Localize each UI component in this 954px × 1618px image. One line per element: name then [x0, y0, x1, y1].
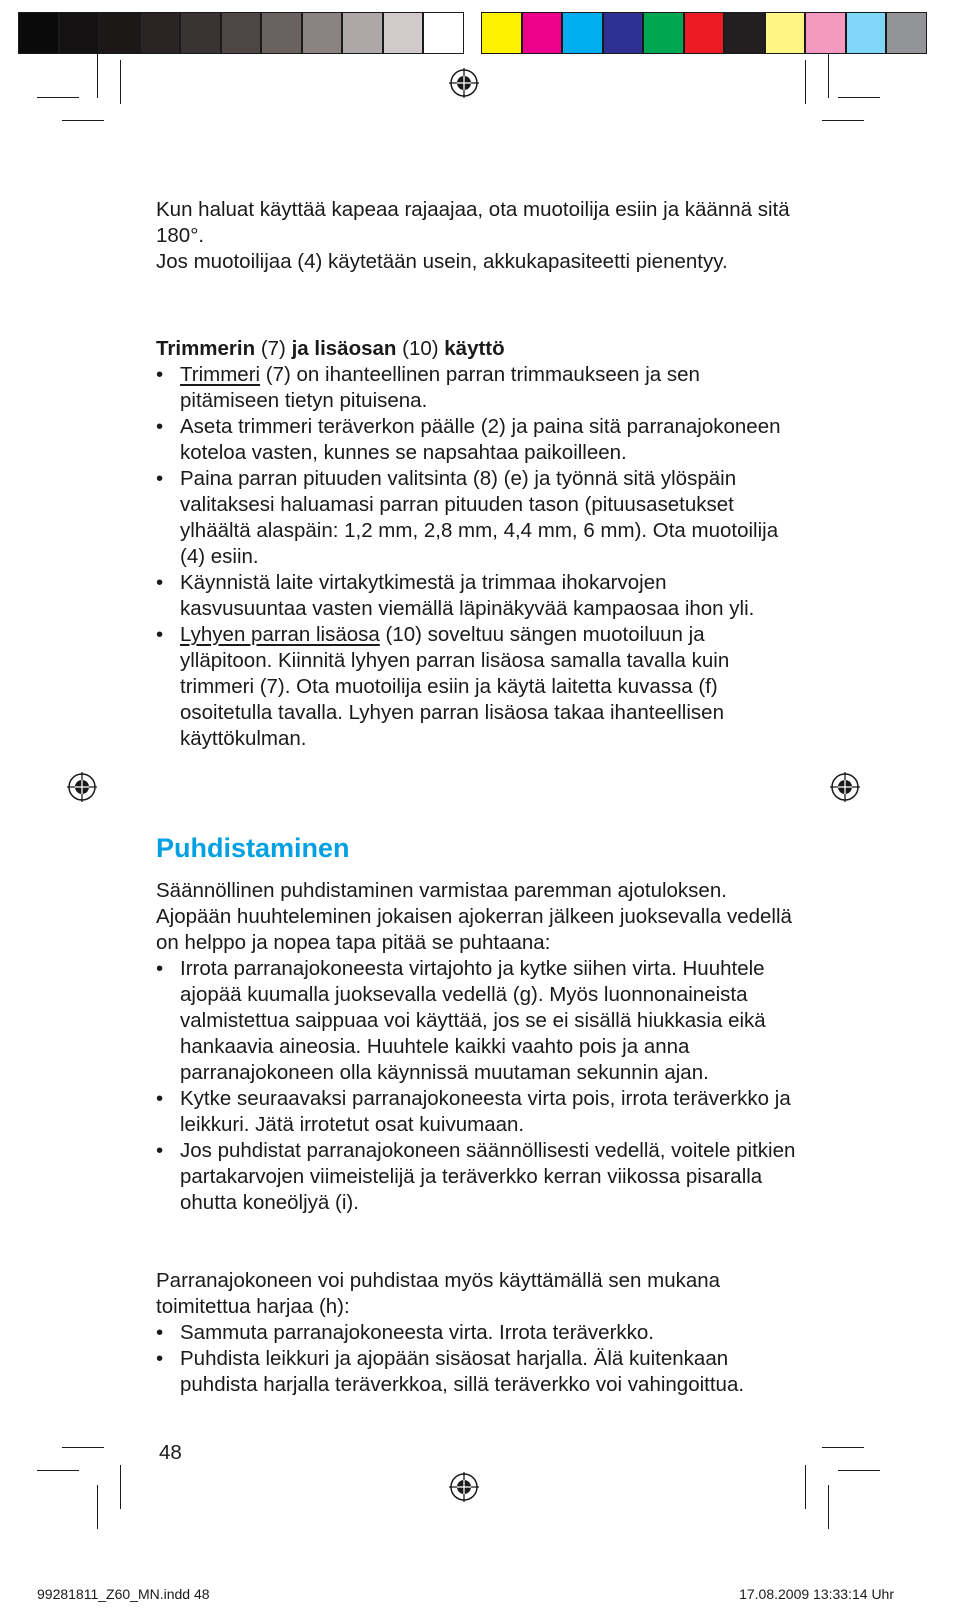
color-swatch: [562, 12, 603, 54]
crop-mark: [838, 1470, 880, 1471]
color-swatch: [423, 12, 464, 54]
trimmer-section: [156, 336, 796, 752]
registration-mark-icon: [449, 68, 479, 98]
brush-intro: Parranajokoneen voi puhdistaa myös käyttämällä sen mukana toimitettua harjaa (h):: [156, 1269, 721, 1318]
color-swatch: [886, 12, 927, 54]
color-swatch: [805, 12, 846, 54]
list-item: • Käynnistä laite virtakytkimestä ja trimmaa ihokarvojen kasvusuuntaa vasten viemällä läpinäkyvää kampaosaa ihon yli.: [156, 570, 796, 622]
color-swatch: [481, 12, 522, 54]
trimmer-heading: Trimmerin (7) ja lisäosan (10) käyttö: [156, 337, 505, 360]
grayscale-color-bar: [18, 12, 464, 54]
page-number: 48: [159, 1441, 182, 1464]
section-title: Puhdistaminen: [156, 833, 350, 863]
crop-mark: [97, 1485, 98, 1529]
crop-mark: [62, 120, 104, 121]
trimmer-list: [156, 362, 796, 752]
intro-line: Kun haluat käyttää kapeaa rajaajaa, ota muotoilija esiin ja käännä sitä 180°.: [156, 198, 790, 247]
cleaning-intro: Säännöllinen puhdistaminen varmistaa paremman ajotuloksen. Ajopään huuhteleminen jokaisen ajokerran jälkeen juoksevalla vedellä on helppo ja nopea tapa pitää se puhtaana:: [156, 879, 792, 954]
crop-mark: [120, 1465, 121, 1509]
registration-mark-icon: [830, 772, 860, 802]
list-item: • Aseta trimmeri teräverkon päälle (2) ja paina sitä parranajokoneen koteloa vasten, kunnes se napsahtaa paikoilleen.: [156, 414, 796, 466]
color-swatch: [342, 12, 383, 54]
intro-line: Jos muotoilijaa (4) käytetään usein, akkukapasiteetti pienentyy.: [156, 250, 728, 273]
list-item: • Jos puhdistat parranajokoneen säännöllisesti vedellä, voitele pitkien partakarvojen viimeistelijä ja teräverkko kerran viikossa pisaralla ohutta koneöljyä (i).: [156, 1138, 796, 1216]
crop-mark: [838, 97, 880, 98]
color-swatch: [261, 12, 302, 54]
registration-mark-icon: [449, 1472, 479, 1502]
color-swatch: [522, 12, 563, 54]
list-item: • Trimmeri (7) on ihanteellinen parran trimmaukseen ja sen pitämiseen tietyn pituisena.: [156, 362, 796, 414]
crop-mark: [828, 54, 829, 98]
crop-mark: [805, 60, 806, 104]
crop-mark: [97, 54, 98, 98]
crop-mark: [62, 1447, 104, 1448]
color-swatch: [18, 12, 59, 54]
intro-paragraph: [156, 197, 796, 275]
color-swatch: [302, 12, 343, 54]
process-color-bar: [481, 12, 927, 54]
color-swatch: [221, 12, 262, 54]
crop-mark: [822, 1447, 864, 1448]
color-swatch: [724, 12, 765, 54]
color-swatch: [684, 12, 725, 54]
list-item: • Puhdista leikkuri ja ajopään sisäosat harjalla. Älä kuitenkaan puhdista harjalla teräverkkoa, sillä teräverkko voi vahingoittua.: [156, 1346, 796, 1398]
crop-mark: [37, 97, 79, 98]
color-swatch: [383, 12, 424, 54]
list-item: • Lyhyen parran lisäosa (10) soveltuu sängen muotoiluun ja ylläpitoon. Kiinnitä lyhyen parran lisäosa samalla tavalla kuin trimmeri (7). Ota muotoilija esiin ja käytä laitetta kuvassa (f) osoitetulla tavalla. Lyhyen parran lisäosa takaa ihanteellisen käyttökulman.: [156, 622, 796, 752]
color-swatch: [180, 12, 221, 54]
color-swatch: [846, 12, 887, 54]
brush-section: [156, 1268, 796, 1398]
registration-mark-icon: [67, 772, 97, 802]
crop-mark: [805, 1465, 806, 1509]
crop-mark: [37, 1470, 79, 1471]
color-swatch: [99, 12, 140, 54]
footer-timestamp: 17.08.2009 13:33:14 Uhr: [739, 1586, 894, 1602]
crop-mark: [822, 120, 864, 121]
color-swatch: [603, 12, 644, 54]
list-item: • Paina parran pituuden valitsinta (8) (e) ja työnnä sitä ylöspäin valitaksesi haluamasi parran pituuden tason (pituusasetukset ylhäältä alaspäin: 1,2 mm, 2,8 mm, 4,4 mm, 6 mm). Ota muotoilija (4) esiin.: [156, 466, 796, 570]
color-swatch: [59, 12, 100, 54]
list-item: • Irrota parranajokoneesta virtajohto ja kytke siihen virta. Huuhtele ajopää kuumalla juoksevalla vedellä (g). Myös luonnonaineista valmistettua saippuaa voi käyttää, jos se ei sisällä hiukkasia eikä hankaavia aineosia. Huuhtele kaikki vaahto pois ja anna parranajokoneen olla käynnissä muutaman sekunnin ajan.: [156, 956, 796, 1086]
brush-list: [156, 1320, 796, 1398]
cleaning-list: [156, 956, 796, 1216]
cleaning-section: [156, 878, 796, 1216]
color-swatch: [765, 12, 806, 54]
color-swatch: [643, 12, 684, 54]
crop-mark: [120, 60, 121, 104]
list-item: • Kytke seuraavaksi parranajokoneesta virta pois, irrota teräverkko ja leikkuri. Jätä irrotetut osat kuivumaan.: [156, 1086, 796, 1138]
footer-file-info: 99281811_Z60_MN.indd 48: [37, 1586, 210, 1602]
color-swatch: [140, 12, 181, 54]
list-item: • Sammuta parranajokoneesta virta. Irrota teräverkko.: [156, 1320, 796, 1346]
crop-mark: [828, 1485, 829, 1529]
